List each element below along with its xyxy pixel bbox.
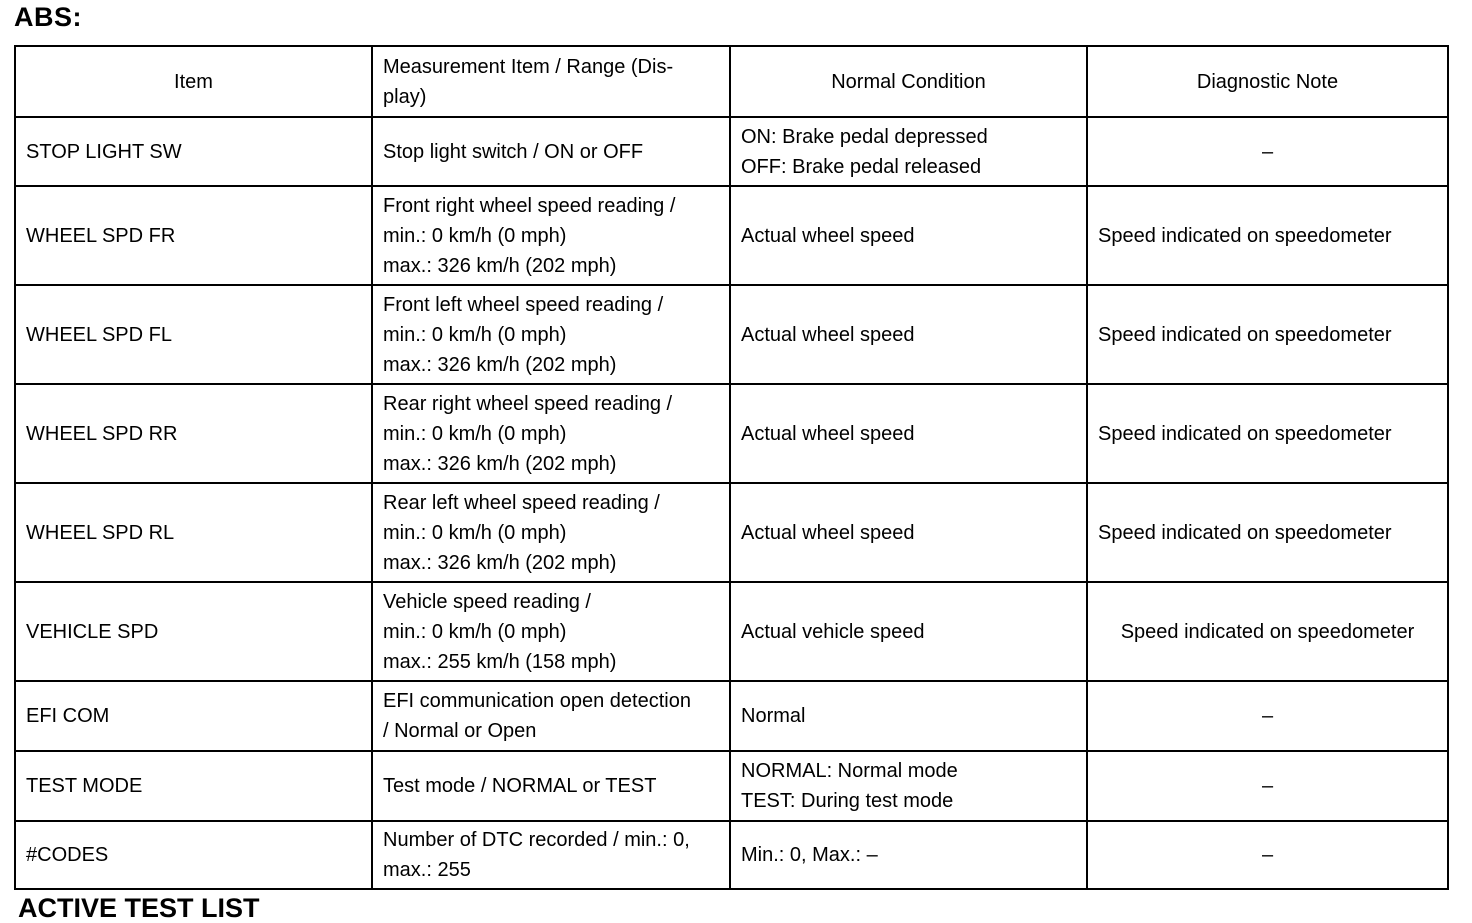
cell-normal-condition: [730, 681, 1087, 751]
normal-condition-line: Actual wheel speed: [741, 422, 915, 445]
table-row: [15, 117, 1448, 186]
cell-normal-condition: [730, 117, 1087, 186]
cell-measurement: [372, 821, 730, 889]
table-header-row: [15, 46, 1448, 117]
normal-condition-line: Min.: 0, Max.: –: [741, 844, 878, 866]
measurement-line: min.: 0 km/h (0 mph): [383, 323, 567, 346]
cell-item: STOP LIGHT SW: [15, 117, 372, 186]
measurement-line: Stop light switch / ON or OFF: [383, 140, 644, 163]
measurement-line: Number of DTC recorded / min.: 0,: [383, 829, 690, 851]
measurement-line: max.: 255 km/h (158 mph): [383, 650, 617, 673]
normal-condition-line: Normal: [741, 705, 806, 727]
abs-data-list-table: [14, 45, 1449, 890]
cell-normal-condition: [730, 582, 1087, 681]
table-row: [15, 483, 1448, 582]
header-normal-condition: Normal Condition: [730, 46, 1087, 117]
cell-measurement: [372, 681, 730, 751]
cell-item: WHEEL SPD RL: [15, 483, 372, 582]
measurement-line: max.: 326 km/h (202 mph): [383, 353, 617, 376]
cell-diagnostic-note: Speed indicated on speedometer: [1087, 285, 1448, 384]
cell-normal-condition: [730, 821, 1087, 889]
header-measurement-line: play): [383, 85, 427, 108]
measurement-line: Rear right wheel speed reading /: [383, 392, 673, 415]
normal-condition-line: OFF: Brake pedal released: [741, 155, 982, 178]
cell-item: EFI COM: [15, 681, 372, 751]
cell-diagnostic-note: Speed indicated on speedometer: [1087, 582, 1448, 681]
cell-diagnostic-note: –: [1087, 821, 1448, 889]
page-title: ABS:: [14, 2, 82, 32]
cell-diagnostic-note: Speed indicated on speedometer: [1087, 186, 1448, 285]
cell-diagnostic-note: –: [1087, 751, 1448, 821]
table-row: [15, 285, 1448, 384]
cell-normal-condition: [730, 483, 1087, 582]
header-measurement-line: Measurement Item / Range (Dis-: [383, 55, 674, 78]
cell-item: TEST MODE: [15, 751, 372, 821]
cell-normal-condition: [730, 285, 1087, 384]
normal-condition-line: Actual wheel speed: [741, 521, 915, 544]
cell-measurement: [372, 186, 730, 285]
next-section-heading: ACTIVE TEST LIST: [18, 893, 260, 923]
cell-diagnostic-note: –: [1087, 681, 1448, 751]
normal-condition-line: Actual vehicle speed: [741, 620, 925, 643]
normal-condition-line: ON: Brake pedal depressed: [741, 125, 988, 148]
table-row: [15, 681, 1448, 751]
table-body: [15, 117, 1448, 889]
cell-diagnostic-note: –: [1087, 117, 1448, 186]
cell-measurement: [372, 483, 730, 582]
normal-condition-line: NORMAL: Normal mode: [741, 760, 958, 782]
cell-item: #CODES: [15, 821, 372, 889]
cell-item: WHEEL SPD FR: [15, 186, 372, 285]
measurement-line: max.: 326 km/h (202 mph): [383, 551, 617, 574]
cell-diagnostic-note: Speed indicated on speedometer: [1087, 384, 1448, 483]
measurement-line: Test mode / NORMAL or TEST: [383, 775, 657, 797]
cell-normal-condition: [730, 384, 1087, 483]
cell-diagnostic-note: Speed indicated on speedometer: [1087, 483, 1448, 582]
table-row: [15, 582, 1448, 681]
cell-item: WHEEL SPD RR: [15, 384, 372, 483]
normal-condition-line: TEST: During test mode: [741, 790, 954, 812]
measurement-line: max.: 326 km/h (202 mph): [383, 452, 617, 475]
measurement-line: min.: 0 km/h (0 mph): [383, 620, 567, 643]
normal-condition-line: Actual wheel speed: [741, 224, 915, 247]
measurement-line: max.: 326 km/h (202 mph): [383, 254, 617, 277]
header-item: Item: [15, 46, 372, 117]
measurement-line: Vehicle speed reading /: [383, 590, 591, 613]
measurement-line: / Normal or Open: [383, 720, 537, 742]
cell-measurement: [372, 582, 730, 681]
measurement-line: Front left wheel speed reading /: [383, 293, 664, 316]
cell-normal-condition: [730, 186, 1087, 285]
measurement-line: min.: 0 km/h (0 mph): [383, 422, 567, 445]
cell-measurement: [372, 751, 730, 821]
header-diagnostic-note: Diagnostic Note: [1087, 46, 1448, 117]
cell-measurement: [372, 285, 730, 384]
cell-item: WHEEL SPD FL: [15, 285, 372, 384]
cell-measurement: [372, 384, 730, 483]
measurement-line: EFI communication open detection: [383, 690, 691, 712]
cell-normal-condition: [730, 751, 1087, 821]
header-measurement: [372, 46, 730, 117]
table-row: [15, 821, 1448, 889]
measurement-line: min.: 0 km/h (0 mph): [383, 521, 567, 544]
measurement-line: max.: 255: [383, 859, 471, 881]
cell-measurement: [372, 117, 730, 186]
measurement-line: Front right wheel speed reading /: [383, 194, 676, 217]
table-row: [15, 186, 1448, 285]
table-row: [15, 751, 1448, 821]
table-row: [15, 384, 1448, 483]
normal-condition-line: Actual wheel speed: [741, 323, 915, 346]
cell-item: VEHICLE SPD: [15, 582, 372, 681]
measurement-line: min.: 0 km/h (0 mph): [383, 224, 567, 247]
measurement-line: Rear left wheel speed reading /: [383, 491, 660, 514]
